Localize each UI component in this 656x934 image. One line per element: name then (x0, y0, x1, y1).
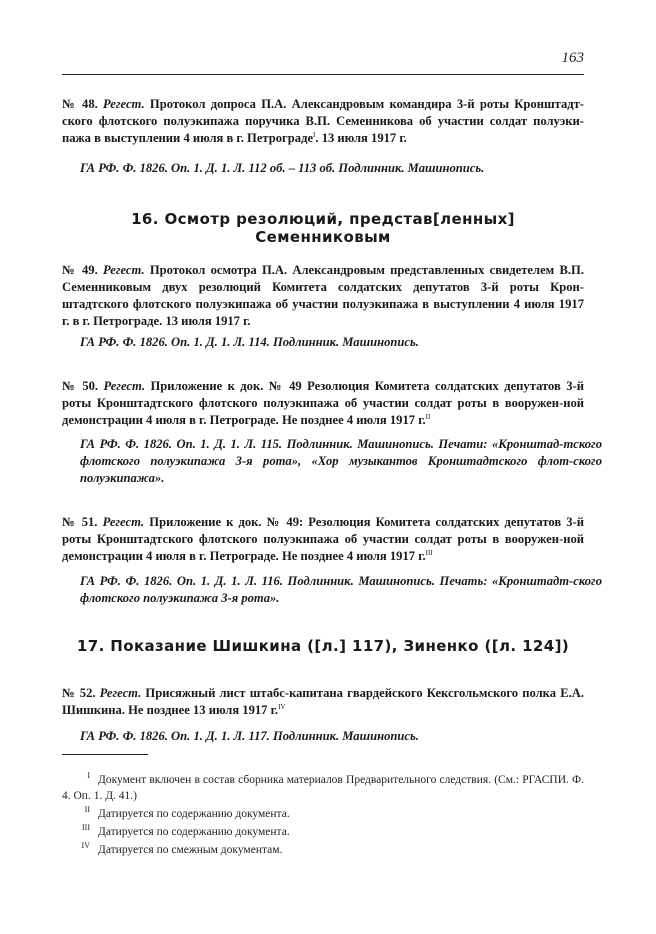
regest-label: Регест. (99, 686, 142, 700)
entry-52 (62, 685, 584, 719)
archive-ref-51: ГА РФ. Ф. 1826. Оп. 1. Д. 1. Л. 116. Подлинник. Машинопись. Печать: «Кронштадт-ского флотского полуэкипажа 3-я рота». (80, 574, 602, 605)
footnote-2: II Датируется по содержанию документа. (84, 805, 290, 820)
section-heading-16: 16. Осмотр резолюций, представ[ленных] Семенниковым (131, 210, 515, 246)
regest-label: Регест. (102, 515, 145, 529)
footnote-ref[interactable]: IV (278, 702, 286, 711)
entry-number: № 50. (62, 379, 99, 393)
archive-ref-49: ГА РФ. Ф. 1826. Оп. 1. Д. 1. Л. 114. Подлинник. Машинопись. (80, 335, 419, 349)
footnote-text: Документ включен в состав сборника материалов Предварительного следствия. (См.: РГАСПИ. Ф. 4. Оп. 1. Д. 41.) (62, 774, 584, 802)
footnote-ref[interactable]: I (313, 130, 316, 139)
footnote-ref[interactable]: III (425, 548, 433, 557)
entry-text: Приложение к док. № 49 Резолюция Комитета солдатских депутатов 3-й роты Кронштадтского флотского полуэкипажа об участии солдат роты в вооружен-ной демонстрации 4 июля в г. Петрограде. Не позднее 4 июля 1917 г. (62, 379, 584, 427)
section-heading-17: 17. Показание Шишкина ([л.] 117), Зиненко ([л. 124]) (76, 637, 570, 655)
entry-number: № 51. (62, 515, 98, 529)
footnote-3: III Датируется по содержанию документа. (82, 823, 290, 838)
entry-text: Приложение к док. № 49: Резолюция Комитета солдатских депутатов 3-й роты Кронштадтского флотского полуэкипажа об участии солдат роты в вооружен-ной демонстрации 4 июля в г. Петрограде. Не позднее 4 июля 1917 г. (62, 515, 585, 563)
entry-49 (62, 262, 584, 330)
footnote-ref[interactable]: II (425, 412, 431, 421)
entry-text: Протокол осмотра П.А. Александровым представленных свидетелем В.П. Семенниковым двух резолюций Комитета солдатских депутатов 3-й роты Крон-штадтского флотского полуэкипажа об участии полуэкипажа в выступлении 4 июля 1917 г. в г. Петрограде. 13 июля 1917 г. (62, 263, 584, 328)
entry-text: Присяжный лист штабс-капитана гвардейского Кексгольмского полка Е.А. Шишкина. Не позднее 13 июля 1917 г. (62, 686, 584, 717)
footnote-4: IV Датируется по смежным документам. (81, 841, 283, 856)
page-number: 163 (561, 50, 584, 66)
header-rule (62, 74, 584, 75)
footnote-text: Датируется по содержанию документа. (98, 808, 290, 820)
archive-ref-52: ГА РФ. Ф. 1826. Оп. 1. Д. 1. Л. 117. Подлинник. Машинопись. (80, 729, 419, 743)
archive-ref-50: ГА РФ. Ф. 1826. Оп. 1. Д. 1. Л. 115. Подлинник. Машинопись. Печати: «Кронштад-тского флотского полуэкипажа 3-я рота», «Хор музыкантов Кронштадтского флот-ского полуэкипажа». (80, 437, 602, 485)
archive-ref-48: ГА РФ. Ф. 1826. Оп. 1. Д. 1. Л. 112 об. – 113 об. Подлинник. Машинопись. (80, 161, 485, 175)
entry-number: № 48. (62, 97, 98, 111)
regest-label: Регест. (103, 379, 146, 393)
entry-number: № 52. (62, 686, 96, 700)
entry-48 (62, 96, 584, 147)
entry-text-end: . 13 июля 1917 г. (315, 131, 407, 145)
footnote-text: Датируется по смежным документам. (98, 844, 283, 856)
regest-label: Регест. (103, 263, 145, 277)
footnote-text: Датируется по содержанию документа. (98, 826, 290, 838)
entry-50 (62, 378, 584, 429)
entry-number: № 49. (62, 263, 98, 277)
entry-text: Протокол допроса П.А. Александровым командира 3-й роты Кронштадт-ского флотского полуэкипажа поручика В.П. Семенникова об участии солдат полуэки-пажа в выступлении 4 июля в г. Петрограде (62, 97, 584, 145)
regest-label: Регест. (103, 97, 145, 111)
footnote-separator (62, 754, 148, 755)
footnote-1: I Документ включен в состав сборника материалов Предварительного следствия. (См.: РГАСПИ. Ф. 4. Оп. 1. Д. 41.) (62, 771, 584, 802)
entry-51 (62, 514, 584, 565)
